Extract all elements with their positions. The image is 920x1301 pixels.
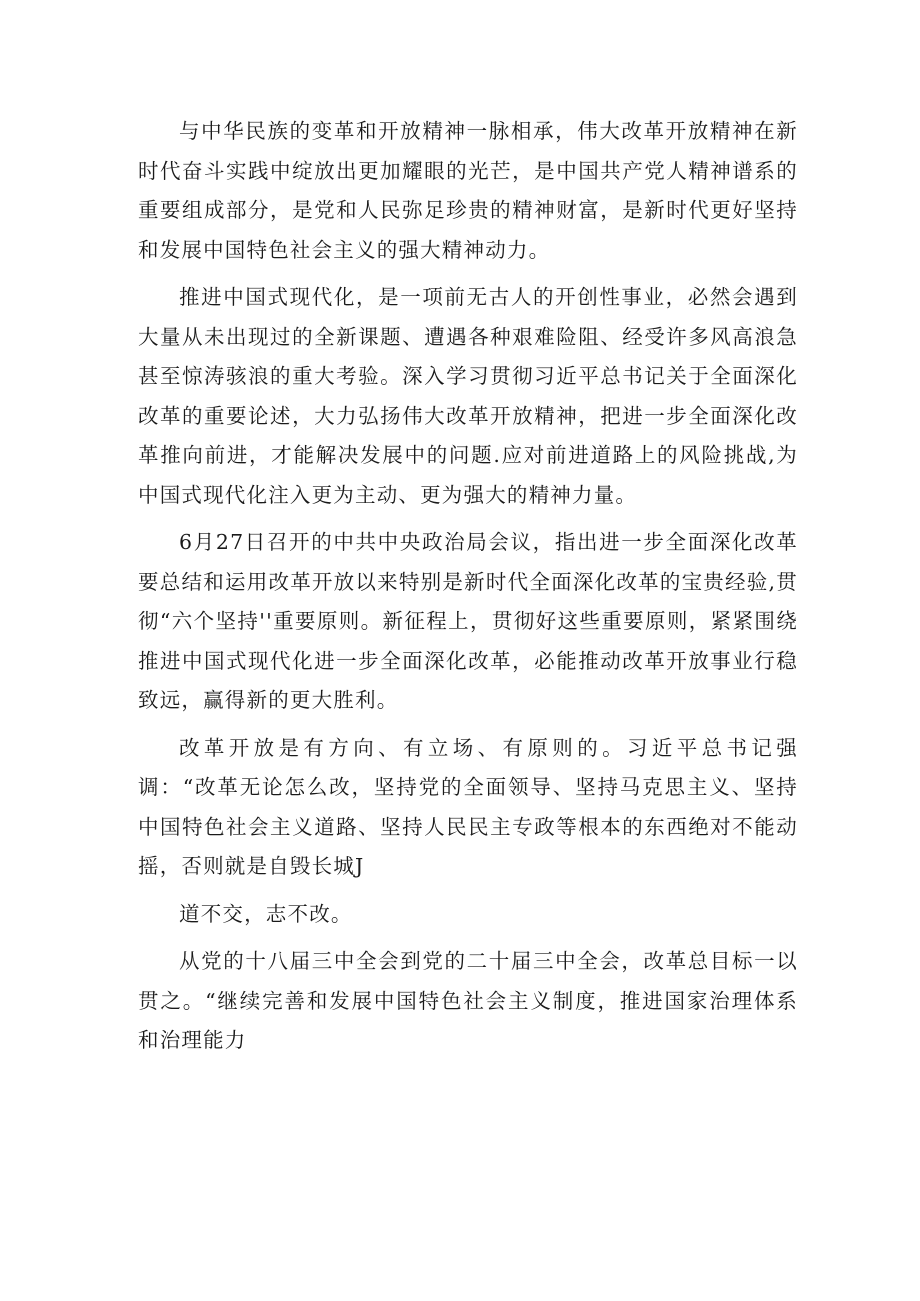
paragraph-6: 从党的十八届三中全会到党的二十届三中全会，改革总目标一以贯之。“继续完善和发展中国特色社会主义制度，推进国家治理体系和治理能力	[138, 949, 798, 1052]
paragraph-4: 改革开放是有方向、有立场、有原则的。习近平总书记强调：“改革无论怎么改，坚持党的全面领导、坚持马克思主义、坚持中国特色社会主义道路、坚持人民民主专政等根本的东西绝对不能动摇，否则就是自毁长城J	[138, 735, 798, 878]
paragraph-1: 与中华民族的变革和开放精神一脉相承，伟大改革开放精神在新时代奋斗实践中绽放出更加耀眼的光芒，是中国共产党人精神谱系的重要组成部分，是党和人民弥足珍贵的精神财富，是新时代更好坚持和发展中国特色社会主义的强大精神动力。	[138, 119, 798, 262]
article-body	[138, 112, 798, 1069]
paragraph-2: 推进中国式现代化，是一项前无古人的开创性事业，必然会遇到大量从未出现过的全新课题、遭遇各种艰难险阻、经受许多风高浪急甚至惊涛骇浪的重大考验。深入学习贯彻习近平总书记关于全面深化改革的重要论述，大力弘扬伟大改革开放精神，把进一步全面深化改革推向前进，才能解决发展中的问题.应对前进道路上的风险挑战,为中国式现代化注入更为主动、更为强大的精神力量。	[138, 285, 798, 507]
paragraph-5: 道不交，志不改。	[179, 901, 353, 926]
paragraph-3: 6月27日召开的中共中央政治局会议，指出进一步全面深化改革要总结和运用改革开放以来特别是新时代全面深化改革的宝贵经验,贯彻“六个坚持''重要原则。新征程上，贯彻好这些重要原则，紧紧围绕推进中国式现代化进一步全面深化改革，必能推动改革开放事业行稳致远，赢得新的更大胜利。	[138, 530, 798, 712]
